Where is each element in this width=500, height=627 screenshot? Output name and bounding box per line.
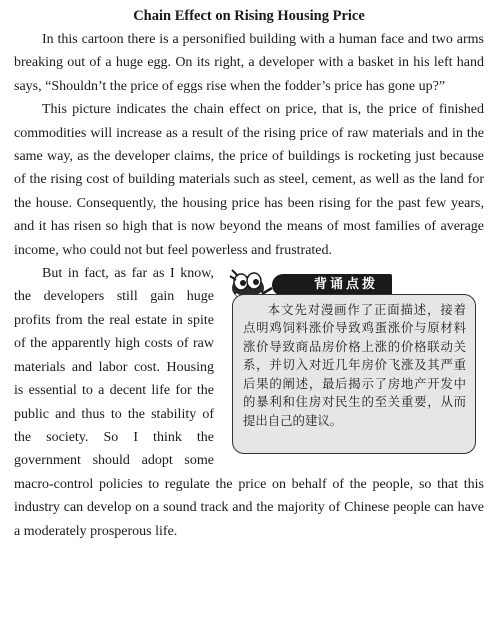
recitation-tip-note [232, 294, 476, 454]
recitation-tip-text: 本文先对漫画作了正面描述，接着点明鸡饲料涨价导致鸡蛋涨价与原材料涨价导致商品房价格上涨的价格联动关系，并切入对近几年房价飞涨及其严重后果的阐述，最后揭示了房地产开发中的暴利和住房对民生的至关重要，从而提出自己的建议。 [243, 302, 466, 428]
paragraph-3-text: But in fact, as far as I know, the developers still gain huge profits from the real estate in spite of the apparently high costs of raw materials and labor cost. Housing is essential to a decent life for the public and thus to the stability of the society. So I think the government should adopt some macro-control policies to regulate the price on behalf of the people, so that this industry can develop on a sound track and the majority of Chinese people can have a moderately prosperous life. [14, 266, 484, 539]
paragraph-2: This picture indicates the chain effect on price, that is, the price of finished commodities will increase as a result of the rising price of raw materials and in the same way, as the developer claims, the price of buildings is rocketing just because of the rising cost of building materials such as steel, cement, as well as the land for the house. Consequently, the housing price has been rising for the past few years, and it has risen so high that is now beyond the means of most families of average income, who could not but feel powerless and frustrated. [14, 102, 484, 258]
recitation-tip-box [226, 264, 484, 459]
article [14, 6, 484, 543]
paragraph-3 [14, 262, 484, 543]
article-title: Chain Effect on Rising Housing Price [133, 8, 365, 24]
recitation-tip-banner: 背诵点拨 [272, 274, 392, 296]
paragraph-1: In this cartoon there is a personified building with a human face and two arms breaking out of a huge egg. On its right, a developer with a basket in his left hand says, “Shouldn’t the price of eggs rise when the fodder’s price has gone up?” [14, 32, 484, 94]
